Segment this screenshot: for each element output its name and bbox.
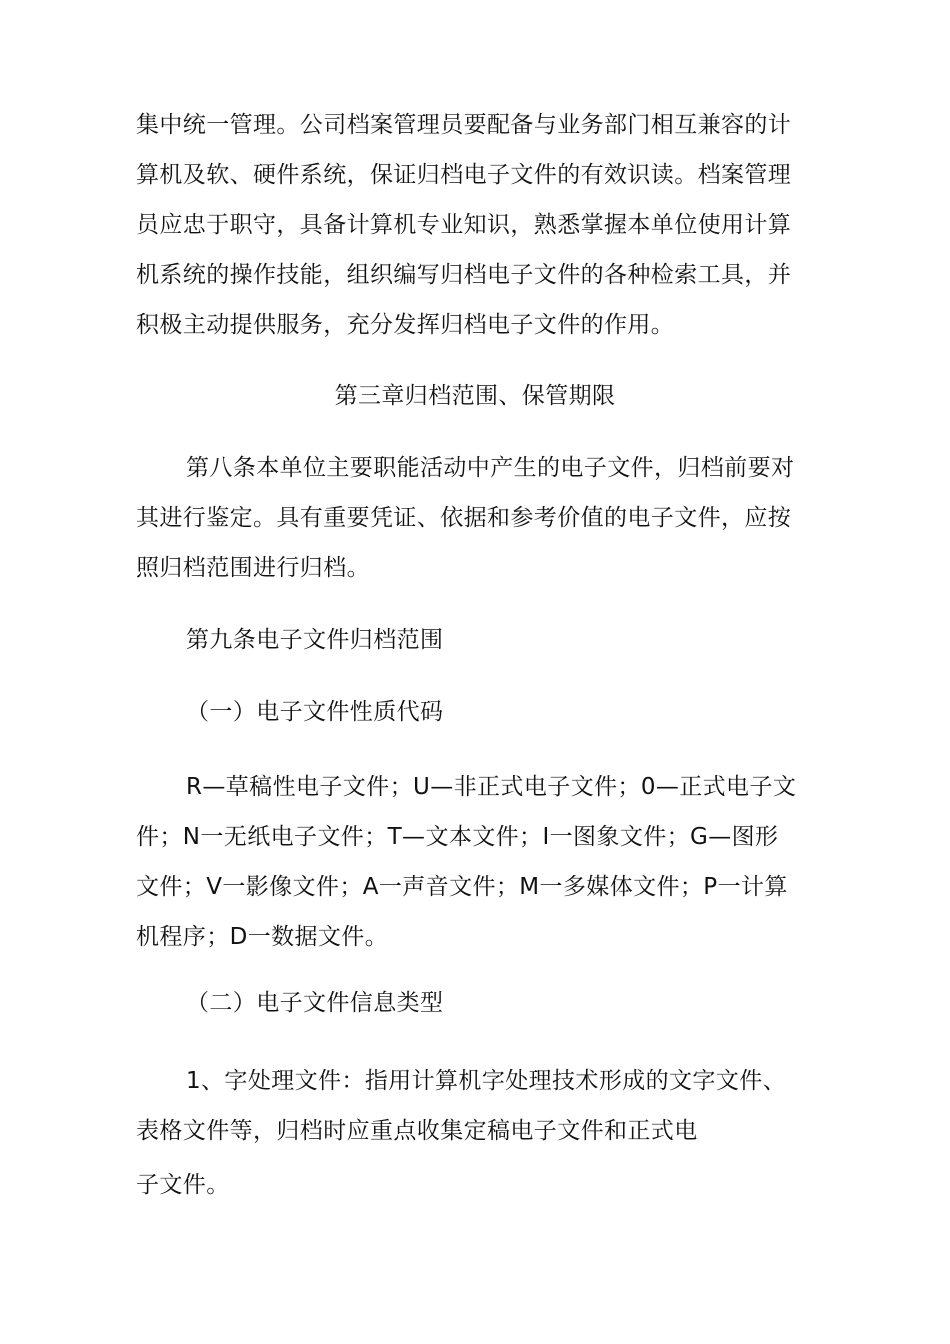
text-line: 员应忠于职守，具备计算机专业知识，熟悉掌握本单位使用计算 — [136, 212, 792, 238]
text-line: 积极主动提供服务，充分发挥归档电子文件的作用。 — [136, 312, 675, 338]
text-line: 机系统的操作技能，组织编写归档电子文件的各种检索工具，并 — [136, 262, 792, 288]
section-heading: （二）电子文件信息类型 — [186, 990, 444, 1016]
text-line: 件；N一无纸电子文件；T—文本文件；I一图象文件；G—图形 — [136, 824, 779, 850]
text-line: 集中统一管理。公司档案管理员要配备与业务部门相互兼容的计 — [136, 112, 792, 138]
text-line: 子文件。 — [136, 1172, 230, 1198]
text-line: 算机及软、硬件系统，保证归档电子文件的有效识读。档案管理 — [136, 162, 792, 188]
text-line: 照归档范围进行归档。 — [136, 555, 370, 581]
text-line: 其进行鉴定。具有重要凭证、依据和参考价值的电子文件，应按 — [136, 505, 792, 531]
text-line: 文件；V一影像文件；A一声音文件；M一多媒体文件；P一计算 — [136, 874, 788, 900]
text-line: 机程序；D一数据文件。 — [136, 924, 389, 950]
chapter-heading: 第三章归档范围、保管期限 — [334, 383, 616, 409]
text-line: 表格文件等，归档时应重点收集定稿电子文件和正式电 — [136, 1118, 698, 1144]
text-line: 1、字处理文件：指用计算机字处理技术形成的文字文件、 — [186, 1068, 787, 1094]
section-heading: （一）电子文件性质代码 — [186, 699, 444, 725]
article-heading: 第九条电子文件归档范围 — [186, 627, 444, 653]
text-line: R—草稿性电子文件；U—非正式电子文件；0—正式电子文 — [186, 774, 797, 800]
text-line: 第八条本单位主要职能活动中产生的电子文件，归档前要对 — [186, 455, 795, 481]
